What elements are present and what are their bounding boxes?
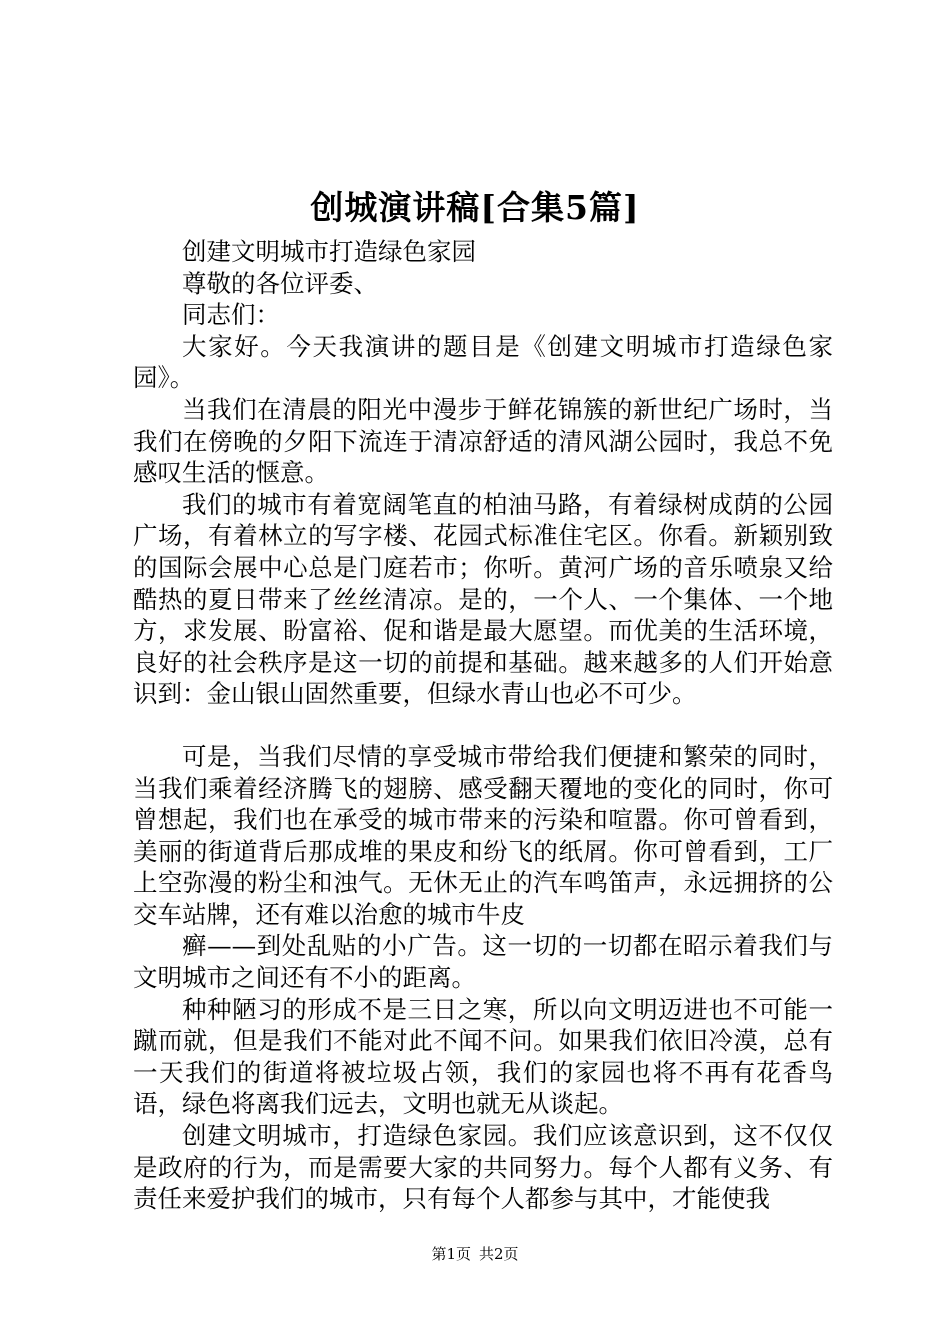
paragraph: 大家好。今天我演讲的题目是《创建文明城市打造绿色家园》。 bbox=[133, 331, 833, 393]
page-count: 共2页 bbox=[479, 1245, 519, 1263]
paragraph: 当我们在清晨的阳光中漫步于鲜花锦簇的新世纪广场时，当我们在傍晚的夕阳下流连于清凉舒适的清风湖公园时，我总不免感叹生活的惬意。 bbox=[133, 394, 833, 488]
paragraph: 创建文明城市打造绿色家园 bbox=[182, 237, 476, 266]
page-number: 第1页 bbox=[431, 1245, 471, 1263]
paragraph: 同志们： bbox=[182, 300, 280, 330]
paragraph: 我们的城市有着宽阔笔直的柏油马路，有着绿树成荫的公园广场，有着林立的写字楼、花园式标准住宅区。你看。新颖别致的国际会展中心总是门庭若市；你听。黄河广场的音乐喷泉又给酷热的夏日带来了丝丝清凉。是的，一个人、一个集体、一个地方，求发展、盼富裕、促和谐是最大愿望。而优美的生活环境，良好的社会秩序是这一切的前提和基础。越来越多的人们开始意识到：金山银山固然重要，但绿水青山也必不可少。 bbox=[133, 489, 833, 709]
document-body bbox=[133, 236, 833, 1215]
paragraph: 种种陋习的形成不是三日之寒，所以向文明迈进也不可能一蹴而就，但是我们不能对此不闻不问。如果我们依旧冷漠，总有一天我们的街道将被垃圾占领，我们的家园也将不再有花香鸟语，绿色将离我们远去，文明也就无从谈起。 bbox=[133, 994, 833, 1119]
paragraph: 可是，当我们尽情的享受城市带给我们便捷和繁荣的同时，当我们乘着经济腾飞的翅膀、感受翻天覆地的变化的同时，你可曾想起，我们也在承受的城市带来的污染和喧嚣。你可曾看到，美丽的街道背后那成堆的果皮和纷飞的纸屑。你可曾看到，工厂上空弥漫的粉尘和浊气。无休无止的汽车鸣笛声，永远拥挤的公交车站牌，还有难以治愈的城市牛皮 bbox=[133, 741, 833, 929]
paragraph: 创建文明城市，打造绿色家园。我们应该意识到，这不仅仅是政府的行为，而是需要大家的共同努力。每个人都有义务、有责任来爱护我们的城市，只有每个人都参与其中，才能使我 bbox=[133, 1121, 833, 1214]
page-footer bbox=[0, 1242, 950, 1266]
document-title: 创城演讲稿[合集5篇] bbox=[310, 188, 640, 227]
paragraph: 尊敬的各位评委、 bbox=[182, 268, 378, 298]
paragraph: 癣——到处乱贴的小广告。这一切的一切都在昭示着我们与文明城市之间还有不小的距离。 bbox=[133, 931, 833, 993]
